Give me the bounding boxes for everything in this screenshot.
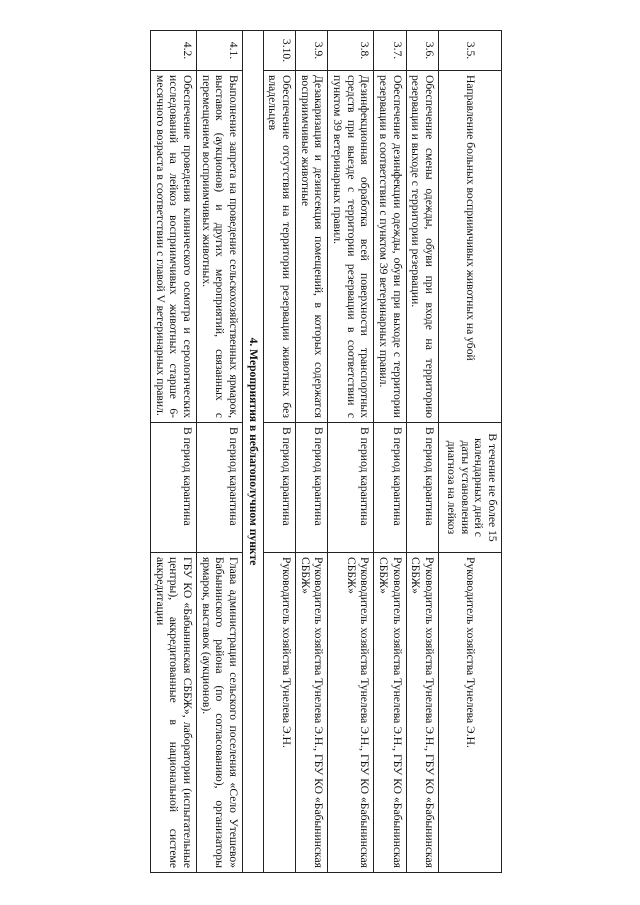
- activity-cell: Направление больных восприимчивых животных на убой: [439, 71, 502, 423]
- activity-cell: Дезакаризация и дезинсекция помещений, в которых содержатся восприимчивые животные: [295, 71, 327, 423]
- responsible-cell: Руководитель хозяйства Тунелева Э.Н., ГБУ КО «Бабынинская СББЖ»: [406, 553, 438, 873]
- table-row: [196, 31, 242, 873]
- table-row: [328, 31, 374, 873]
- term-cell: В период карантина: [374, 423, 406, 553]
- row-number: 3.10.: [263, 31, 295, 71]
- table-row: [150, 31, 196, 873]
- activity-cell: Обеспечение отсутствия на территории резервации животных без владельцев: [263, 71, 295, 423]
- row-number: 3.6.: [406, 31, 438, 71]
- activity-cell: Обеспечение проведения клинического осмотра и серологических исследований на лейкоз восприимчивых животных старше 6-месячного возраста в соответствии с главой V ветеринарных правил.: [150, 71, 196, 423]
- term-cell: В период карантина: [406, 423, 438, 553]
- term-cell: В период карантина: [196, 423, 242, 553]
- term-cell: В период карантина: [263, 423, 295, 553]
- responsible-cell: Глава администрации сельского поселения «Село Утешево» Бабынинского района (по согласованию), организаторы ярмарок, выставок (аукционов).: [196, 553, 242, 873]
- section-header-row: [242, 31, 263, 873]
- activity-cell: Обеспечение смены одежды, обуви при входе на территорию резервации и выходе с территории резервации.: [406, 71, 438, 423]
- responsible-cell: Руководитель хозяйства Тунелева Э.Н.: [439, 553, 502, 873]
- responsible-cell: Руководитель хозяйства Тунелева Э.Н.: [263, 553, 295, 873]
- term-cell: В период карантина: [150, 423, 196, 553]
- responsible-cell: Руководитель хозяйства Тунелева Э.Н., ГБУ КО «Бабынинская СББЖ»: [328, 553, 374, 873]
- table-row: [374, 31, 406, 873]
- row-number: 3.8.: [328, 31, 374, 71]
- responsible-cell: ГБУ КО «Бабынинская СББЖ», лаборатории (испытательные центры), аккредитованные в национальной системе аккредитации: [150, 553, 196, 873]
- responsible-cell: Руководитель хозяйства Тунелева Э.Н., ГБУ КО «Бабынинская СББЖ»: [295, 553, 327, 873]
- table-row: [439, 31, 502, 873]
- row-number: 3.7.: [374, 31, 406, 71]
- quarantine-measures-table: [150, 30, 502, 873]
- row-number: 4.1.: [196, 31, 242, 71]
- table-row: [406, 31, 438, 873]
- term-cell: В течение не более 15 календарных дней с даты установления диагноза на лейкоз: [439, 423, 502, 553]
- term-cell: В период карантина: [295, 423, 327, 553]
- row-number: 3.5.: [439, 31, 502, 71]
- section-title: 4. Мероприятия в неблагополучном пункте: [242, 31, 263, 873]
- row-number: 4.2.: [150, 31, 196, 71]
- row-number: 3.9.: [295, 31, 327, 71]
- table-row: [263, 31, 295, 873]
- table-row: [295, 31, 327, 873]
- term-cell: В период карантина: [328, 423, 374, 553]
- activity-cell: Дезинфекционная обработка всей поверхности транспортных средств при выезде с территории резервации в соответствии с пунктом 39 ветеринарных правил.: [328, 71, 374, 423]
- activity-cell: Обеспечение дезинфекции одежды, обуви при выходе с территории резервации в соответствии с пунктом 39 ветеринарных правил.: [374, 71, 406, 423]
- activity-cell: Выполнение запрета на проведение сельскохозяйственных ярмарок, выставок (аукционов) и других мероприятий, связанных с перемещением восприимчивых животных.: [196, 71, 242, 423]
- responsible-cell: Руководитель хозяйства Тунелева Э.Н., ГБУ КО «Бабынинская СББЖ»: [374, 553, 406, 873]
